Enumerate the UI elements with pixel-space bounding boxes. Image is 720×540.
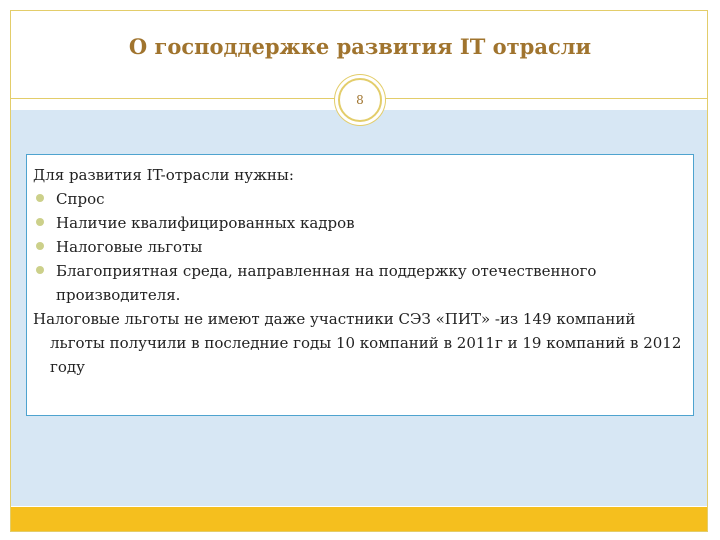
- bullet-item: [33, 235, 683, 259]
- bullet-item: [33, 259, 683, 307]
- bullet-icon: [36, 266, 44, 274]
- bullet-item: [33, 211, 683, 235]
- bullet-text: Налоговые льготы: [56, 238, 203, 256]
- bullet-icon: [36, 242, 44, 250]
- bullet-text: Благоприятная среда, направленная на поддержку отечественного производителя.: [56, 262, 597, 304]
- intro-text: Для развития IT-отрасли нужны:: [33, 166, 294, 184]
- page-number: 8: [356, 93, 364, 107]
- page-number-badge: [338, 78, 382, 122]
- bullet-text: Наличие квалифицированных кадров: [56, 214, 355, 232]
- bullet-text: Спрос: [56, 190, 105, 208]
- bottom-accent-bar: [11, 507, 707, 531]
- bullet-icon: [36, 194, 44, 202]
- bullet-item: [33, 187, 683, 211]
- body-paragraph: Налоговые льготы не имеют даже участники СЭЗ «ПИТ» -из 149 компаний льготы получили в последние годы 10 компаний в 2011г и 19 компаний в 2012 году: [33, 310, 682, 376]
- bullet-icon: [36, 218, 44, 226]
- bullet-list: [33, 187, 683, 307]
- slide-title: О господдержке развития IT отрасли: [128, 34, 592, 59]
- content-text-box: [26, 154, 694, 416]
